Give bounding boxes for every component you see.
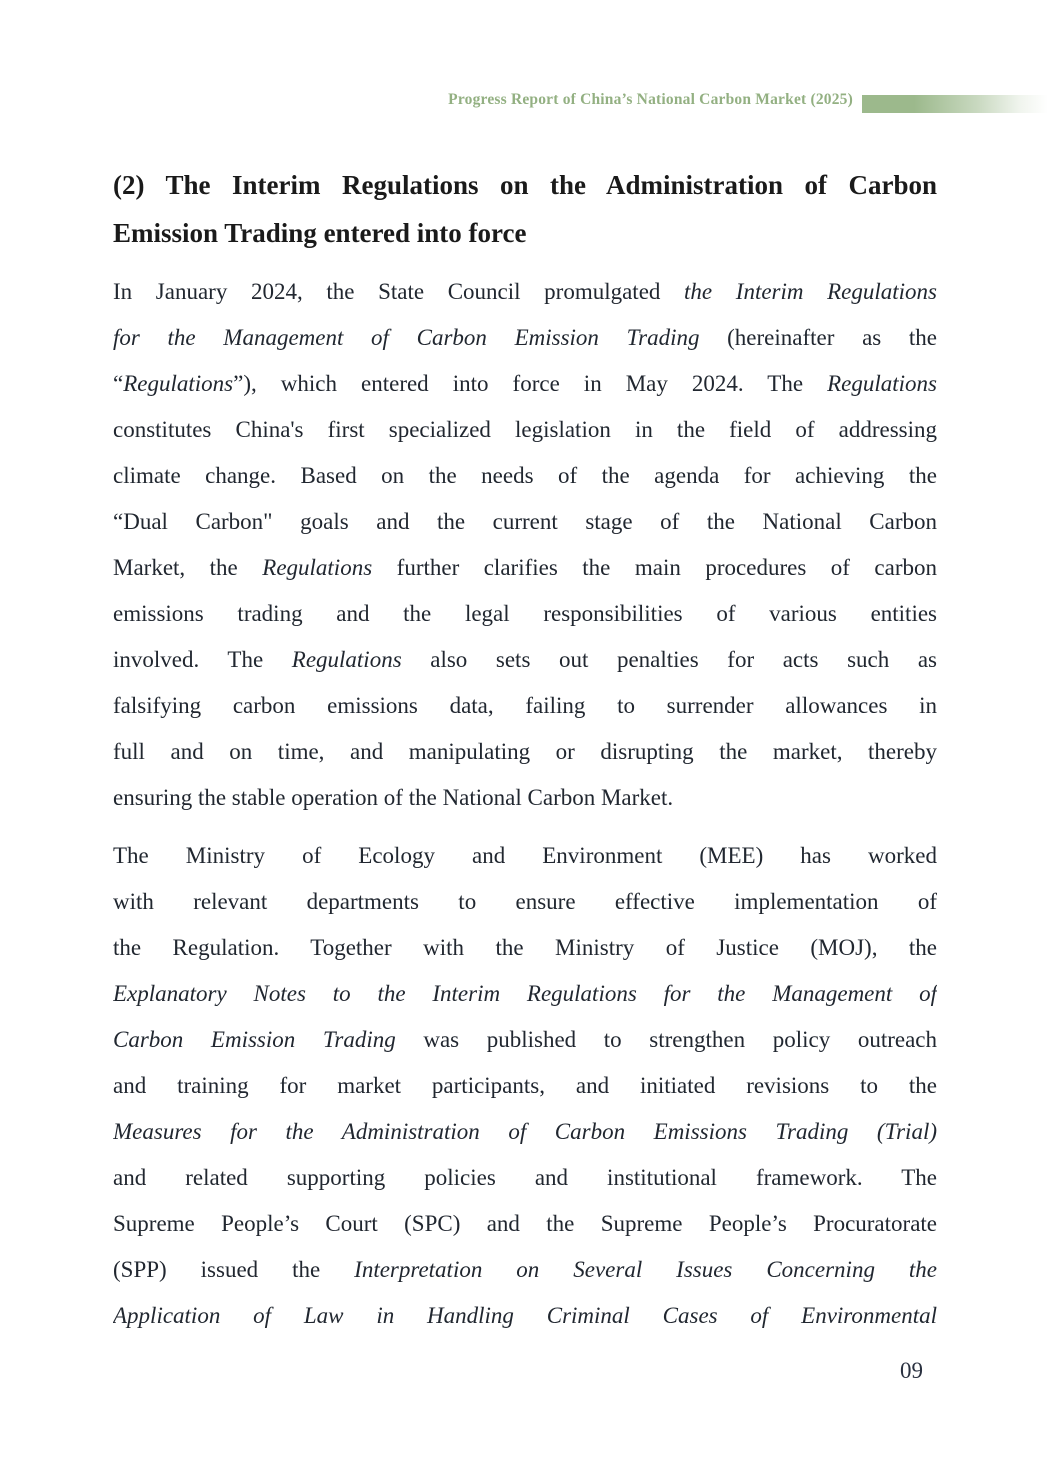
- text-line: [113, 361, 937, 407]
- text-segment: was published to strengthen policy outreach: [395, 1027, 937, 1052]
- text-segment: (hereinafter as the: [699, 325, 937, 350]
- text-line: [113, 591, 937, 637]
- text-line: [113, 407, 937, 453]
- text-line: [113, 269, 937, 315]
- section-heading-line1: (2) The Interim Regulations on the Administration of Carbon: [113, 170, 937, 200]
- text-line: [113, 499, 937, 545]
- text-segment: emissions trading and the legal responsibilities of various entities: [113, 601, 937, 626]
- text-line: [113, 1155, 937, 1201]
- section-heading: [113, 161, 937, 257]
- text-segment: Market, the: [113, 555, 263, 580]
- text-segment: further clarifies the main procedures of carbon: [372, 555, 937, 580]
- text-line: [113, 1201, 937, 1247]
- text-segment: and training for market participants, and initiated revisions to the: [113, 1073, 937, 1098]
- text-segment: ensuring the stable operation of the National Carbon Market.: [113, 785, 674, 810]
- paragraph: [113, 833, 937, 1339]
- italic-text-segment: Interpretation on Several Issues Concerning the: [354, 1257, 937, 1282]
- text-segment: climate change. Based on the needs of the agenda for achieving the: [113, 463, 937, 488]
- text-segment: the Regulation. Together with the Ministry of Justice (MOJ), the: [113, 935, 937, 960]
- text-line: [113, 1109, 937, 1155]
- text-line: [113, 879, 937, 925]
- italic-text-segment: Measures for the Administration of Carbon Emissions Trading (Trial): [113, 1119, 937, 1144]
- text-line: [113, 833, 937, 879]
- italic-text-segment: Regulations: [291, 647, 402, 672]
- text-line: [113, 1063, 937, 1109]
- italic-text-segment: Application of Law in Handling Criminal Cases of Environmental: [113, 1303, 937, 1328]
- paragraph: [113, 269, 937, 821]
- text-segment: “: [113, 371, 124, 396]
- running-header-title: Progress Report of China’s National Carbon Market (2025): [448, 91, 853, 108]
- text-segment: constitutes China's first specialized legislation in the field of addressing: [113, 417, 937, 442]
- text-line: [113, 683, 937, 729]
- text-segment: ”), which entered into force in May 2024. The: [233, 371, 828, 396]
- italic-text-segment: for the Management of Carbon Emission Trading: [113, 325, 700, 350]
- header-accent-bar: [862, 95, 1048, 113]
- text-segment: also sets out penalties for acts such as: [401, 647, 937, 672]
- italic-text-segment: Regulations: [262, 555, 373, 580]
- text-segment: and related supporting policies and institutional framework. The: [113, 1165, 937, 1190]
- text-line: [113, 925, 937, 971]
- text-segment: Supreme People’s Court (SPC) and the Supreme People’s Procuratorate: [113, 1211, 937, 1236]
- page-number: 09: [900, 1358, 923, 1383]
- italic-text-segment: Regulations: [827, 371, 937, 396]
- text-segment: The Ministry of Ecology and Environment (MEE) has worked: [113, 843, 937, 868]
- text-segment: full and on time, and manipulating or disrupting the market, thereby: [113, 739, 937, 764]
- text-line: [113, 1293, 937, 1339]
- italic-text-segment: Carbon Emission Trading: [113, 1027, 396, 1052]
- text-segment: with relevant departments to ensure effective implementation of: [113, 889, 937, 914]
- text-segment: (SPP) issued the: [113, 1257, 355, 1282]
- section-heading-line2: Emission Trading entered into force: [113, 218, 527, 248]
- text-line: [113, 1247, 937, 1293]
- text-segment: In January 2024, the State Council promulgated: [113, 279, 685, 304]
- italic-text-segment: Explanatory Notes to the Interim Regulations for the Management of: [113, 981, 937, 1006]
- italic-text-segment: Regulations: [123, 371, 234, 396]
- text-line: [113, 545, 937, 591]
- text-line: [113, 1017, 937, 1063]
- text-segment: falsifying carbon emissions data, failing to surrender allowances in: [113, 693, 937, 718]
- text-line: [113, 775, 937, 821]
- text-segment: “Dual Carbon" goals and the current stage of the National Carbon: [113, 509, 937, 534]
- italic-text-segment: the Interim Regulations: [684, 279, 937, 304]
- text-line: [113, 971, 937, 1017]
- text-line: [113, 453, 937, 499]
- text-segment: involved. The: [113, 647, 292, 672]
- text-line: [113, 637, 937, 683]
- text-line: [113, 729, 937, 775]
- body-text: [113, 269, 937, 1339]
- text-line: [113, 315, 937, 361]
